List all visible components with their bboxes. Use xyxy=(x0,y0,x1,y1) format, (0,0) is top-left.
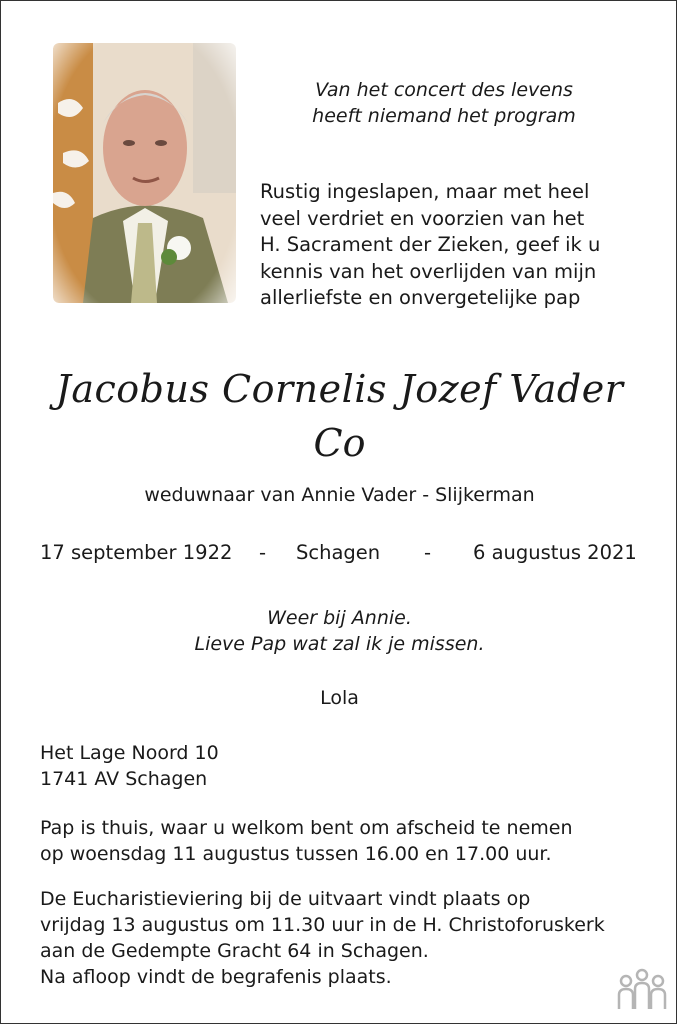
spouse-line: weduwnaar van Annie Vader - Slijkerman xyxy=(144,484,535,506)
signed-by: Lola xyxy=(320,687,359,709)
life-dates xyxy=(1,540,677,566)
funeral-line: Na afloop vindt de begrafenis plaats. xyxy=(40,966,392,988)
announcement-line: veel verdriet en voorzien van het xyxy=(260,206,585,230)
announcement-line: Rustig ingeslapen, maar met heel xyxy=(260,180,590,203)
epitaph-line: Weer bij Annie. xyxy=(267,607,412,629)
address-street: Het Lage Noord 10 xyxy=(40,742,219,764)
portrait-photo xyxy=(53,43,236,303)
announcement-line: H. Sacrament der Zieken, geef ik u xyxy=(260,233,601,256)
deceased-nickname: Co xyxy=(313,421,366,465)
birth-date: 17 september 1922 xyxy=(40,541,233,564)
funeral-line: De Eucharistieviering bij de uitvaart vindt plaats op xyxy=(40,888,531,910)
announcement-text xyxy=(260,179,650,312)
visitation-text xyxy=(40,815,573,867)
birth-place: Schagen xyxy=(296,541,381,564)
funeral-text xyxy=(40,886,605,990)
opening-quote xyxy=(259,77,629,129)
quote-line: Van het concert des levens xyxy=(315,79,573,101)
address-block xyxy=(40,740,219,792)
date-separator: - xyxy=(259,541,267,564)
people-group-icon xyxy=(616,967,668,1011)
date-separator: - xyxy=(424,541,432,564)
address-city: 1741 AV Schagen xyxy=(40,768,208,790)
visitation-line: Pap is thuis, waar u welkom bent om afscheid te nemen xyxy=(40,817,573,839)
visitation-line: op woensdag 11 augustus tussen 16.00 en 17.00 uur. xyxy=(40,843,552,865)
funeral-line: aan de Gedempte Gracht 64 in Schagen. xyxy=(40,940,429,962)
quote-line: heeft niemand het program xyxy=(312,105,576,127)
announcement-line: allerliefste en onvergetelijke pap xyxy=(260,286,581,309)
funeral-line: vrijdag 13 augustus om 11.30 uur in de H. Christoforuskerk xyxy=(40,914,605,936)
death-date: 6 augustus 2021 xyxy=(473,541,637,564)
deceased-full-name: Jacobus Cornelis Jozef Vader xyxy=(55,367,624,411)
announcement-line: kennis van het overlijden van mijn xyxy=(260,259,597,283)
epitaph xyxy=(1,605,677,657)
epitaph-line: Lieve Pap wat zal ik je missen. xyxy=(194,633,485,655)
